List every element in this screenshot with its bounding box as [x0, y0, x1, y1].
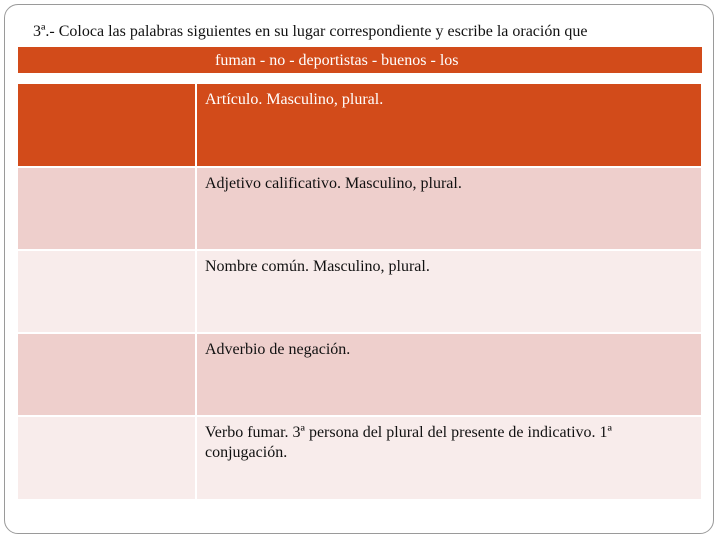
description-cell: Artículo. Masculino, plural.: [205, 91, 384, 108]
table-row: [18, 417, 701, 499]
table-row: [18, 334, 701, 417]
table-row: [18, 251, 701, 334]
answer-cell[interactable]: [18, 334, 197, 415]
word-bank-banner: [18, 47, 702, 73]
answer-cell[interactable]: [18, 251, 197, 332]
description-cell: Verbo fumar. 3ª persona del plural del presente de indicativo. 1ª conjugación.: [205, 424, 612, 461]
exercise-instruction: 3ª.- Coloca las palabras siguientes en su lugar correspondiente y escribe la oración que: [33, 23, 588, 40]
answer-cell[interactable]: [18, 417, 197, 499]
description-cell: Nombre común. Masculino, plural.: [205, 258, 430, 275]
description-cell: Adjetivo calificativo. Masculino, plural.: [205, 175, 462, 192]
classification-table: [17, 83, 702, 500]
answer-cell[interactable]: [18, 84, 197, 166]
table-row: [18, 168, 701, 251]
description-cell: Adverbio de negación.: [205, 341, 351, 358]
word-bank-text: fuman - no - deportistas - buenos - los: [215, 52, 459, 69]
table-row: [18, 84, 701, 168]
answer-cell[interactable]: [18, 168, 197, 249]
